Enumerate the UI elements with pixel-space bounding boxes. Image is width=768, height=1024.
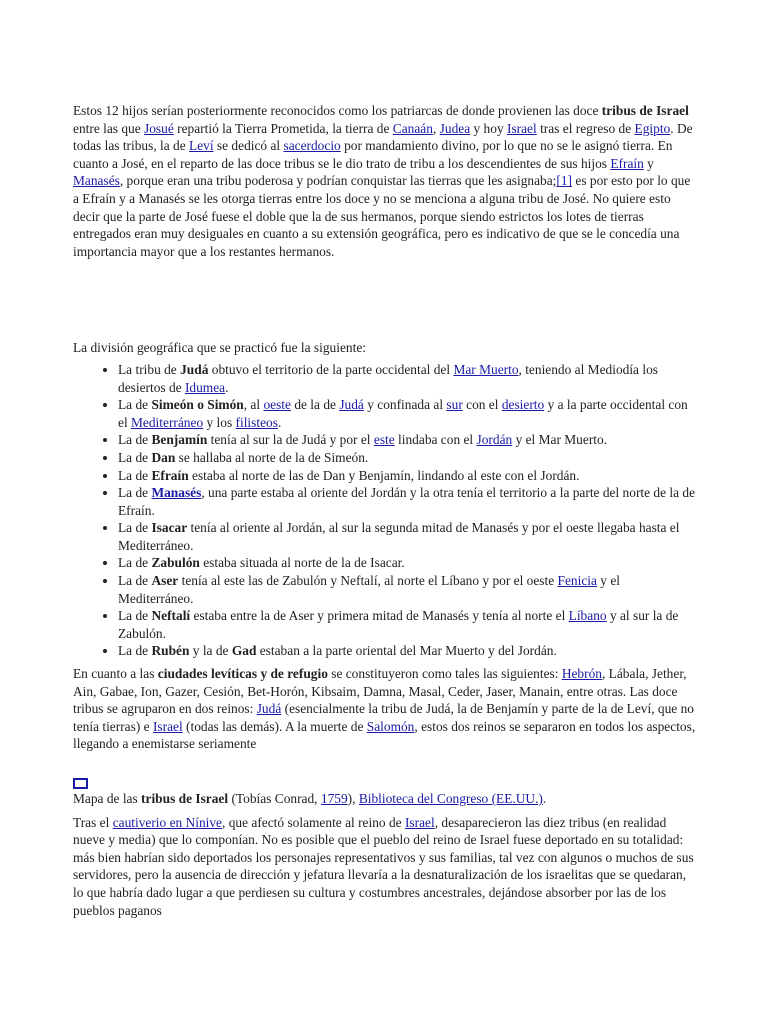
document-body: [73, 102, 697, 919]
text: Estos 12 hijos serían posteriormente reconocidos como los patriarcas de donde provienen las doce: [73, 103, 602, 118]
text: estaban a la parte oriental del Mar Muerto y del Jordán.: [256, 643, 557, 659]
text: tenía al sur la de Judá y por el: [207, 432, 374, 448]
link-canaan[interactable]: Canaán: [392, 120, 433, 136]
bold-term: Simeón o Simón: [151, 397, 244, 413]
text: se hallaba al norte de la de Simeón.: [175, 449, 369, 465]
list-item: [118, 554, 697, 572]
paragraph-geographic-division: La división geográfica que se practicó fue la siguiente:: [73, 340, 366, 356]
link-sacerdocio[interactable]: sacerdocio: [283, 138, 341, 154]
text: (esencialmente la tribu de Judá, la de Benjamín y parte de la de Leví, que no tenía tierras) e: [73, 701, 694, 734]
paragraph-captivity: [73, 814, 697, 920]
text: y hoy: [470, 120, 507, 136]
text: Tras el: [73, 814, 113, 830]
list-item: [118, 431, 697, 449]
link-mediterraneo[interactable]: Mediterráneo: [131, 414, 204, 430]
text: La de: [118, 608, 152, 624]
link-hebron[interactable]: Hebrón: [561, 666, 602, 682]
paragraph-tribes-intro: [73, 102, 697, 260]
text: y el Mar Muerto.: [512, 432, 608, 448]
text: , teniendo al Mediodía los desiertos de: [118, 361, 658, 395]
text: obtuvo el territorio de la parte occidental del: [208, 361, 454, 377]
text: , desaparecieron las diez tribus (en realidad nueve y media) que lo componían. No es posible que el pueblo del reino de Israel fuese deportado en su totalidad: más bien habrían sido deportados los personajes representativos y sus familias, tal vez con algunos o muchos de sus servidores, pero la ausencia de dirección y jefatura llevaría a la desnaturalización de los israelitas que se quedaran, lo que habría dado lugar a que perdiesen su cultura y costumbres ancestrales, dejándose absorber por las de los pueblos paganos: [73, 814, 694, 918]
list-item: [118, 361, 697, 396]
link-1759[interactable]: 1759: [320, 791, 348, 806]
text: por mandamiento divino, por lo que no se le asignó tierra. En cuanto a José, en el reparto de las doce tribus se le dio trato de tribu a los descendientes de sus hijos: [73, 138, 673, 171]
text: tras el regreso de: [536, 120, 635, 136]
text: tenía al este las de Zabulón y Neftalí, al norte el Líbano y por el oeste: [178, 573, 558, 589]
text: La de: [118, 573, 152, 589]
tribe-territory-list: [73, 361, 697, 660]
paragraph-levitical-cities: [73, 665, 697, 753]
list-item: [118, 467, 697, 485]
text: , que afectó solamente al reino de: [222, 814, 405, 830]
list-item: [118, 519, 697, 554]
text: estaba entre la de Aser y primera mitad de Manasés y tenía al norte el: [190, 608, 569, 624]
text: . De todas las tribus, la de: [73, 120, 693, 154]
text: , al: [243, 397, 264, 413]
link-israel[interactable]: Israel: [506, 120, 537, 136]
text: lindaba con el: [394, 432, 477, 448]
text: ),: [347, 791, 359, 806]
text: .: [542, 791, 547, 806]
link-mar-muerto[interactable]: Mar Muerto: [453, 361, 519, 377]
link-fenicia[interactable]: Fenicia: [557, 573, 597, 589]
bold-term: Rubén: [151, 643, 190, 659]
link-este[interactable]: este: [373, 432, 395, 448]
text: (Tobías Conrad,: [228, 791, 321, 806]
text: La de: [118, 485, 152, 501]
list-item: [118, 396, 697, 431]
text: .: [225, 379, 229, 395]
text: repartió la Tierra Prometida, la tierra de: [173, 120, 393, 136]
text: de la de: [290, 397, 340, 413]
map-caption: [73, 790, 697, 808]
list-item: [118, 484, 697, 519]
bold-term: tribus de Israel: [141, 791, 229, 806]
text: y el Mediterráneo.: [118, 573, 621, 606]
link-libano[interactable]: Líbano: [568, 608, 607, 624]
text: , estos dos reinos se separaron en todos los aspectos, llegando a enemistarse seriamente: [73, 718, 696, 752]
bold-term: Judá: [180, 361, 209, 377]
link-salomon[interactable]: Salomón: [366, 718, 415, 734]
link-efrain[interactable]: Efraín: [610, 155, 644, 171]
list-item: [118, 642, 697, 660]
text: tenía al oriente al Jordán, al sur la segunda mitad de Manasés y por el oeste llegaba hasta el Mediterráneo.: [118, 520, 680, 553]
bold-term: Benjamín: [151, 432, 208, 448]
link-sur[interactable]: sur: [446, 397, 463, 413]
link-israel-kingdom[interactable]: Israel: [152, 718, 183, 734]
link-idumea[interactable]: Idumea: [184, 379, 226, 395]
text: La tribu de: [118, 361, 181, 377]
link-manases[interactable]: Manasés: [73, 173, 120, 189]
link-library-of-congress[interactable]: Biblioteca del Congreso (EE.UU.): [358, 791, 543, 806]
bold-term: Gad: [231, 643, 257, 659]
bold-term: Neftalí: [151, 608, 191, 624]
text: se constituyeron como tales las siguientes:: [327, 666, 562, 682]
text: ,: [432, 120, 440, 136]
link-israel-reino[interactable]: Israel: [404, 814, 435, 830]
link-levi[interactable]: Leví: [189, 138, 214, 154]
text: , Lábala, Jether, Ain, Gabae, Ion, Gazer, Cesión, Bet-Horón, Kibsaim, Damna, Masal, Ceder, Jaser, Manain, entre otras. Las doce tribus se agruparon en dos reinos:: [73, 666, 687, 717]
text: , porque eran una tribu poderosa y podrían conquistar las tierras que les asignaba;: [119, 173, 557, 189]
bold-term: Zabulón: [151, 555, 200, 571]
text: La de: [118, 555, 152, 571]
footnote-link[interactable]: [1]: [556, 173, 573, 189]
bold-term: Efraín: [151, 467, 189, 483]
bold-term: Aser: [151, 573, 179, 589]
link-oeste[interactable]: oeste: [263, 397, 291, 413]
link-josue[interactable]: Josué: [144, 120, 174, 136]
link-desierto[interactable]: desierto: [501, 397, 545, 413]
text: y al sur la de Zabulón.: [118, 608, 679, 641]
text: se dedicó al: [213, 138, 284, 154]
link-judea[interactable]: Judea: [439, 120, 471, 136]
link-manases-bold[interactable]: Manasés: [151, 485, 202, 501]
link-jordan[interactable]: Jordán: [476, 432, 513, 448]
list-item: [118, 449, 697, 467]
link-cautiverio-ninive[interactable]: cautiverio en Nínive: [112, 814, 223, 830]
link-juda[interactable]: Judá: [339, 397, 364, 413]
bold-term: Dan: [151, 449, 176, 465]
link-juda-kingdom[interactable]: Judá: [256, 701, 282, 717]
text: La de: [118, 397, 152, 413]
bold-term: Isacar: [151, 520, 188, 536]
text: y a la parte occidental con el: [118, 397, 688, 430]
text: La de: [118, 643, 152, 659]
text: entre las que: [73, 120, 145, 136]
text: y confinada al: [363, 397, 447, 413]
text: y la de: [189, 643, 232, 659]
map-image-placeholder[interactable]: [73, 778, 88, 789]
text: y: [643, 155, 654, 171]
list-item: [118, 607, 697, 642]
text: es por esto por lo que a Efraín y a Manasés se les otorga tierras entre los doce y no se menciona a alguna tribu de José. No quiere esto decir que la parte de José fuese el doble que la de sus hermanos, porque siendo estrictos los lotes de tierras entregados eran muy desiguales en cuanto a su extensión geográfica, pero es indicativo de que se le concedía una importancia mayor que a los restantes hermanos.: [73, 173, 691, 259]
bold-term: tribus de Israel: [601, 103, 689, 118]
text: La de: [118, 467, 152, 483]
list-item: [118, 572, 697, 607]
text: (todas las demás). A la muerte de: [182, 718, 367, 734]
link-egipto[interactable]: Egipto: [634, 120, 671, 136]
text: estaba al norte de las de Dan y Benjamín, lindando al este con el Jordán.: [188, 467, 580, 483]
text: y los: [203, 414, 236, 430]
text: En cuanto a las: [73, 666, 158, 682]
bold-term: ciudades levíticas y de refugio: [157, 666, 328, 682]
text: estaba situada al norte de la de Isacar.: [199, 555, 405, 571]
text: Mapa de las: [73, 791, 142, 806]
text: La de: [118, 449, 152, 465]
text: , una parte estaba al oriente del Jordán y la otra tenía el territorio a la parte del norte de la de Efraín.: [118, 485, 696, 518]
text: La de: [118, 432, 152, 448]
text: .: [277, 414, 282, 430]
text: con el: [462, 397, 502, 413]
link-filisteos[interactable]: filisteos: [235, 414, 278, 430]
text: La de: [118, 520, 152, 536]
